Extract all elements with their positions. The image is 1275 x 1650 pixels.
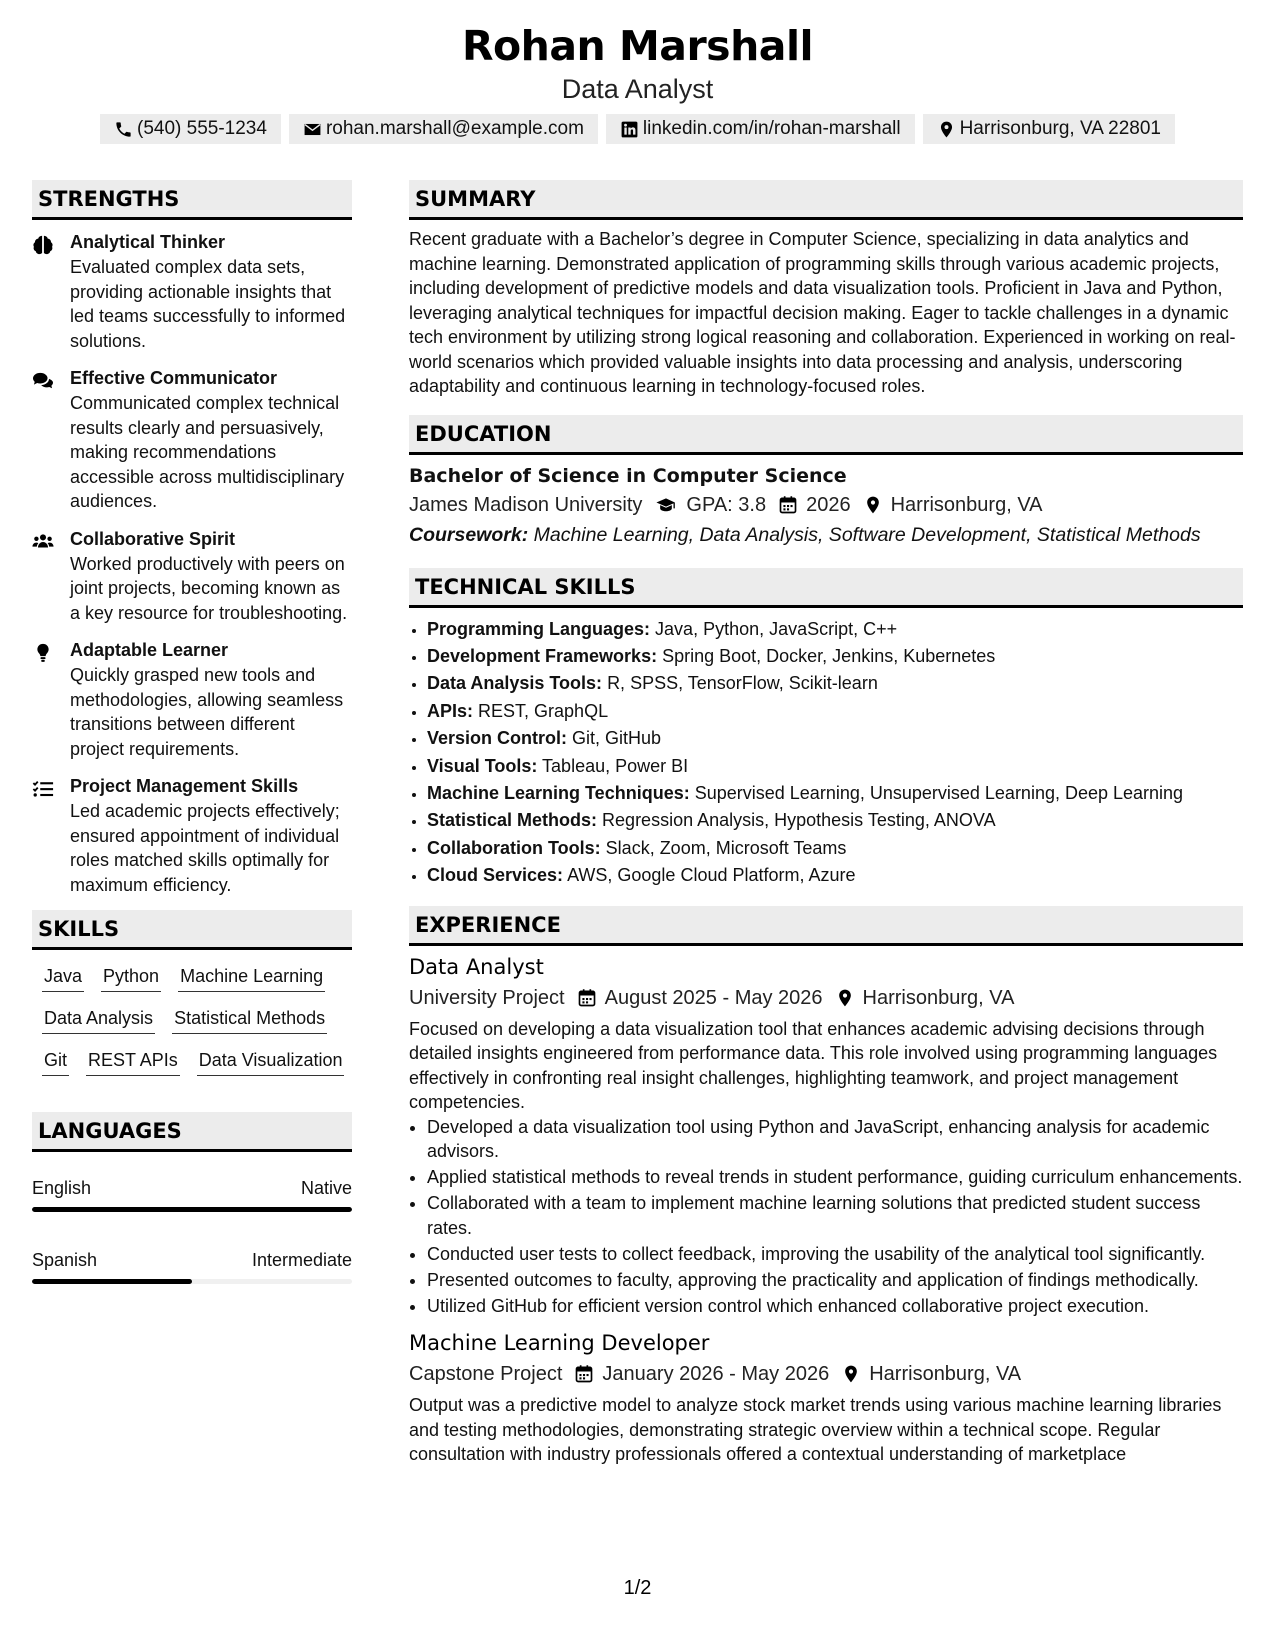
strengths-heading: STRENGTHS <box>32 180 352 220</box>
list-item: • Developed a data visualization tool using Python and JavaScript, enhancing analysis for academic advisors. <box>427 1115 1243 1164</box>
language-proficiency-bar <box>32 1279 352 1284</box>
list-item: • Conducted user tests to collect feedback, improving the usability of the analytical tool significantly. <box>427 1242 1243 1267</box>
candidate-role: Data Analyst <box>561 74 714 104</box>
graduation-year: 2026 <box>806 493 851 516</box>
contact-phone[interactable] <box>100 114 281 144</box>
page-number: 1/2 <box>623 1577 652 1599</box>
skill-values: Regression Analysis, Hypothesis Testing, ANOVA <box>602 810 996 831</box>
education-entry <box>409 462 1243 550</box>
list-item <box>427 643 1243 670</box>
coursework-list: Machine Learning, Data Analysis, Software Development, Statistical Methods <box>533 523 1201 546</box>
skill-category: Cloud Services: <box>427 865 564 886</box>
skill-values: R, SPSS, TensorFlow, Scikit-learn <box>607 673 878 694</box>
skill-tag: REST APIs <box>86 1048 180 1076</box>
list-item <box>427 725 1243 752</box>
summary-heading: SUMMARY <box>409 180 1243 220</box>
strength-desc: Led academic projects effectively; ensured appointment of individual roles matched skills optimally for maximum efficiency. <box>70 801 340 895</box>
skill-category: Data Analysis Tools: <box>427 673 603 694</box>
strengths-list <box>32 230 352 897</box>
users-icon <box>32 532 54 552</box>
languages-list <box>32 1176 352 1284</box>
candidate-name: Rohan Marshall <box>461 22 814 70</box>
language-item <box>32 1176 352 1212</box>
skill-values: Git, GitHub <box>572 728 662 749</box>
coursework-label: Coursework: <box>409 523 529 546</box>
job-title: Data Analyst <box>409 954 544 979</box>
list-item <box>427 835 1243 862</box>
skill-category: Collaboration Tools: <box>427 837 601 858</box>
skill-category: Visual Tools: <box>427 755 538 776</box>
job-bullets <box>409 1115 1243 1319</box>
strength-desc: Communicated complex technical results clearly and persuasively, making recommendations accessible across multidisciplinary audiences. <box>70 393 345 511</box>
skill-tag: Data Visualization <box>197 1048 345 1076</box>
skill-category: Statistical Methods: <box>427 810 598 831</box>
skill-tag: Java <box>42 964 84 992</box>
skill-tag: Data Analysis <box>42 1006 155 1034</box>
degree-title: Bachelor of Science in Computer Science <box>409 464 847 487</box>
list-item <box>427 616 1243 643</box>
strength-desc: Worked productively with peers on joint projects, becoming known as a key resource for troubleshooting. <box>70 553 348 623</box>
job-meta <box>409 1359 1243 1389</box>
language-level: Native <box>300 1178 352 1198</box>
skill-category: Development Frameworks: <box>427 645 658 666</box>
school-name: James Madison University <box>409 493 643 516</box>
skill-values: Supervised Learning, Unsupervised Learning, Deep Learning <box>694 782 1184 803</box>
education-location: Harrisonburg, VA <box>890 493 1043 516</box>
coursework <box>409 520 1243 550</box>
job-description: Focused on developing a data visualization tool that enhances academic advising decisions through detailed insights engineered from performance data. This role involved using programming languages effectively in confronting real insight challenges, highlighting teamwork, and project management competencies. <box>409 1018 1218 1113</box>
language-proficiency-bar <box>32 1207 352 1212</box>
strength-item <box>32 230 352 353</box>
list-item <box>427 753 1243 780</box>
gpa: GPA: 3.8 <box>686 493 767 516</box>
skills-heading: SKILLS <box>32 910 352 950</box>
list-item <box>427 807 1243 834</box>
map-pin-icon <box>835 988 855 1008</box>
list-item: • Presented outcomes to faculty, approving the practicality and application of findings methodically. <box>427 1268 1243 1293</box>
technical-skills-list <box>409 616 1243 890</box>
skill-values: Tableau, Power BI <box>542 755 689 776</box>
phone-text: (540) 555-1234 <box>137 118 267 139</box>
language-item <box>32 1248 352 1284</box>
strength-item <box>32 638 352 761</box>
experience-heading: EXPERIENCE <box>409 906 1243 946</box>
strength-title: Analytical Thinker <box>70 232 226 252</box>
skill-tag: Git <box>42 1048 69 1076</box>
left-column <box>32 180 352 1320</box>
skill-tag: Machine Learning <box>178 964 325 992</box>
skill-category: Version Control: <box>427 728 568 749</box>
skill-values: REST, GraphQL <box>478 700 609 721</box>
job-meta <box>409 983 1243 1013</box>
job-dates: January 2026 - May 2026 <box>602 1363 830 1386</box>
technical-skills-heading: TECHNICAL SKILLS <box>409 568 1243 608</box>
experience-entry <box>409 952 1243 1319</box>
lightbulb-icon <box>32 643 54 663</box>
job-description: Output was a predictive model to analyze stock market trends using various machine learning libraries and testing methodologies, demonstrating strategic overview within a technical scope. Regular consultation with industry professionals offered a contextual understanding of marketplace <box>409 1395 1222 1465</box>
languages-heading: LANGUAGES <box>32 1112 352 1152</box>
map-pin-icon <box>863 495 883 515</box>
skill-values: Java, Python, JavaScript, C++ <box>655 618 898 639</box>
language-name: English <box>32 1178 92 1198</box>
education-meta <box>409 490 1243 520</box>
list-item <box>427 862 1243 889</box>
job-dates: August 2025 - May 2026 <box>604 986 823 1009</box>
contact-linkedin[interactable] <box>606 114 915 144</box>
linkedin-icon <box>620 120 639 139</box>
skill-category: Programming Languages: <box>427 618 651 639</box>
skill-category: Machine Learning Techniques: <box>427 782 690 803</box>
strength-item <box>32 366 352 514</box>
contact-bar <box>0 114 1275 144</box>
strength-title: Adaptable Learner <box>70 640 229 660</box>
language-name: Spanish <box>32 1250 98 1270</box>
language-proficiency-fill <box>32 1279 192 1284</box>
list-item <box>427 698 1243 725</box>
comments-icon <box>32 371 54 391</box>
strength-title: Collaborative Spirit <box>70 528 236 549</box>
summary-text: Recent graduate with a Bachelor’s degree in Computer Science, specializing in data analytics and machine learning. Demonstrated application of programming skills through various academic projects, including development of predictive models and data visualization tools. Proficient in Java and Python, leveraging analytical techniques for impactful decision making. Eager to tackle challenges in a dynamic tech environment by utilizing strong logical reasoning and collaboration. Experienced in working on real-world scenarios which provided valuable insights into data processing and analysis, underscoring adaptability and continuous learning in technology-focused roles. <box>409 229 1236 396</box>
job-location: Harrisonburg, VA <box>869 1363 1022 1386</box>
job-org: Capstone Project <box>409 1363 563 1386</box>
envelope-icon <box>303 120 322 139</box>
strength-item <box>32 774 352 897</box>
job-title: Machine Learning Developer <box>409 1331 710 1356</box>
email-text: rohan.marshall@example.com <box>325 118 584 139</box>
list-item: • Utilized GitHub for efficient version control which enhanced collaborative project execution. <box>427 1294 1243 1319</box>
list-item: • Collaborated with a team to implement machine learning solutions that predicted student success rates. <box>427 1191 1243 1240</box>
contact-email[interactable] <box>289 114 598 144</box>
skill-values: AWS, Google Cloud Platform, Azure <box>567 865 856 886</box>
graduation-cap-icon <box>654 495 678 515</box>
education-heading: EDUCATION <box>409 415 1243 455</box>
language-level: Intermediate <box>251 1250 352 1270</box>
strength-item <box>32 527 352 626</box>
job-location: Harrisonburg, VA <box>862 986 1015 1009</box>
map-pin-icon <box>937 120 956 139</box>
skill-values: Spring Boot, Docker, Jenkins, Kubernetes <box>662 645 996 666</box>
location-text: Harrisonburg, VA 22801 <box>959 118 1161 139</box>
strength-title: Project Management Skills <box>70 776 299 796</box>
linkedin-text: linkedin.com/in/rohan-marshall <box>642 118 901 139</box>
list-item <box>427 670 1243 697</box>
strength-title: Effective Communicator <box>70 368 278 388</box>
experience-entry <box>409 1328 1243 1467</box>
strength-desc: Quickly grasped new tools and methodologies, allowing seamless transitions between different project requirements. <box>70 665 344 759</box>
skill-values: Slack, Zoom, Microsoft Teams <box>605 837 847 858</box>
contact-location <box>923 114 1175 144</box>
list-item <box>427 780 1243 807</box>
tasks-icon <box>32 779 54 799</box>
brain-icon <box>32 235 54 255</box>
list-item: • Applied statistical methods to reveal trends in student performance, guiding curriculum enhancements. <box>427 1165 1243 1190</box>
right-column <box>409 180 1243 1467</box>
skill-tag: Statistical Methods <box>172 1006 327 1034</box>
phone-icon <box>114 120 133 139</box>
job-org: University Project <box>409 986 565 1009</box>
calendar-icon <box>574 1364 594 1384</box>
strength-desc: Evaluated complex data sets, providing actionable insights that led teams successfully to informed solutions. <box>70 257 346 351</box>
skill-category: APIs: <box>427 700 474 721</box>
map-pin-icon <box>841 1364 861 1384</box>
calendar-icon <box>577 988 597 1008</box>
calendar-icon <box>778 495 798 515</box>
language-proficiency-fill <box>32 1207 352 1212</box>
skills-tags <box>32 964 362 1076</box>
skill-tag: Python <box>101 964 161 992</box>
